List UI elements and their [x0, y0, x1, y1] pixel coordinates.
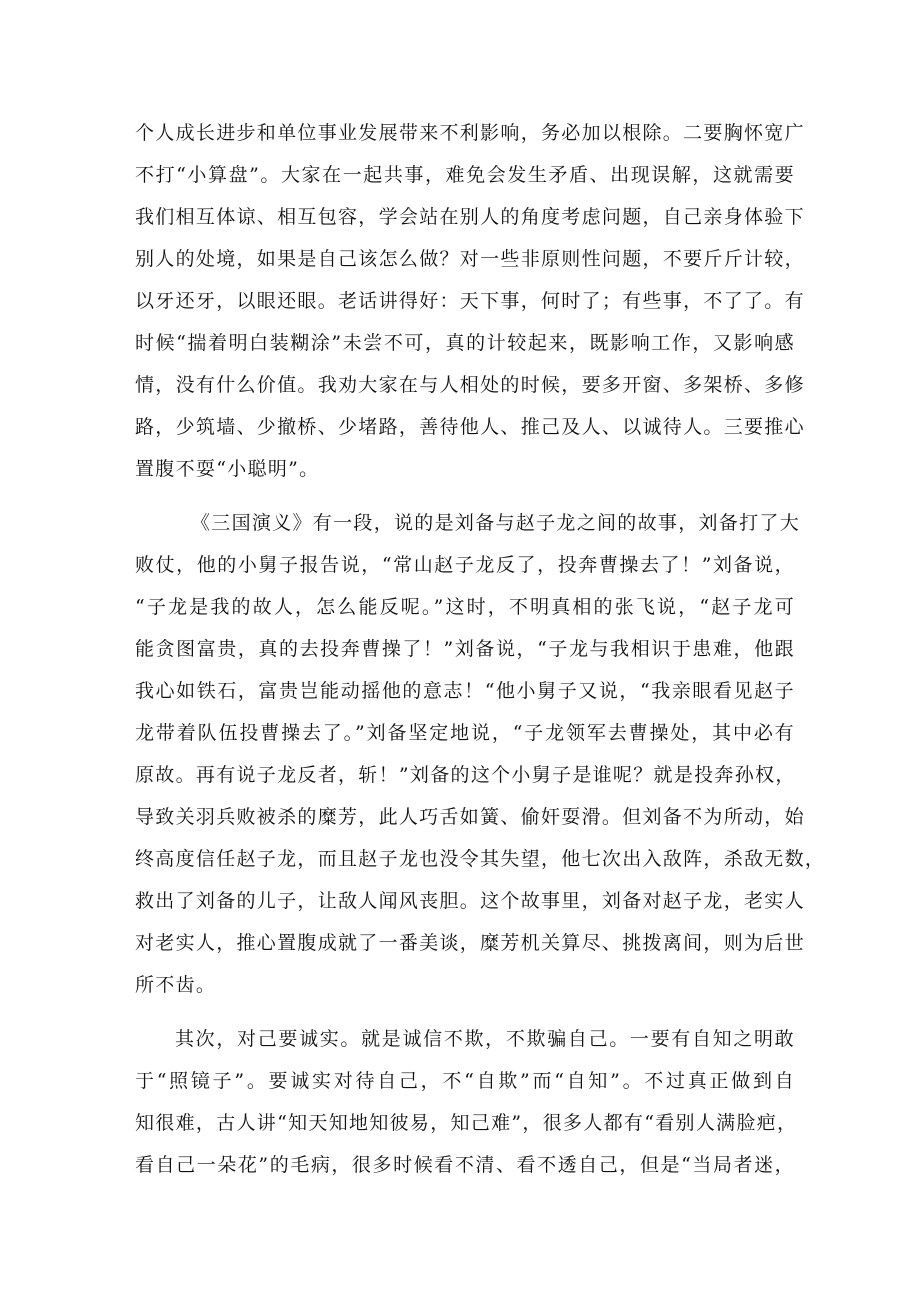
- paragraph-3: [135, 1018, 798, 1186]
- text-line: 置腹不耍“小聪明”。: [135, 458, 320, 480]
- text-line: 不打“小算盘”。大家在一起共事，难免会发生矛盾、出现误解，这就需要: [135, 164, 795, 186]
- text-line: 败仗，他的小舅子报告说，“常山赵子龙反了，投奔曹操去了！”刘备说，: [135, 554, 795, 576]
- text-line: 对老实人，推心置腹成就了一番美谈，糜芳机关算尽、挑拨离间，则为后世: [135, 932, 805, 954]
- paragraph-gap: [135, 1006, 795, 1018]
- text-line: 能贪图富贵，真的去投奔曹操了！”刘备说，“子龙与我相识于患难，他跟: [135, 638, 795, 660]
- text-line: 情，没有什么价值。我劝大家在与人相处的时候，要多开窗、多架桥、多修: [135, 374, 805, 396]
- text-line: 我们相互体谅、相互包容，学会站在别人的角度考虑问题，自己亲身体验下: [135, 206, 805, 228]
- text-line: 《三国演义》有一段，说的是刘备与赵子龙之间的故事，刘备打了大: [191, 512, 801, 534]
- text-line: 个人成长进步和单位事业发展带来不利影响，务必加以根除。二要胸怀宽广: [135, 122, 805, 144]
- text-line: 知很难，古人讲“知天知地知彼易，知己难”，很多人都有“看别人满脸疤，: [135, 1112, 798, 1134]
- text-line: 龙带着队伍投曹操去了。”刘备坚定地说，“子龙领军去曹操处，其中必有: [135, 722, 795, 744]
- paragraph-gap: [135, 490, 795, 502]
- text-line: 以牙还牙，以眼还眼。老话讲得好：天下事，何时了；有些事，不了了。有: [135, 290, 805, 312]
- text-line: 导致关羽兵败被杀的糜芳，此人巧舌如簧、偷奸耍滑。但刘备不为所动，始: [135, 806, 805, 828]
- paragraph-1: [135, 112, 805, 490]
- text-line: 原故。再有说子龙反者，斩！”刘备的这个小舅子是谁呢？就是投奔孙权，: [135, 764, 796, 786]
- text-line: 终高度信任赵子龙，而且赵子龙也没令其失望，他七次出入敌阵，杀敌无数，: [135, 848, 826, 870]
- text-line: 路，少筑墙、少撤桥、少堵路，善待他人、推己及人、以诚待人。三要推心: [135, 416, 805, 438]
- text-line: “子龙是我的故人，怎么能反呢。”这时，不明真相的张飞说，“赵子龙可: [135, 596, 795, 618]
- text-line: 救出了刘备的儿子，让敌人闻风丧胆。这个故事里，刘备对赵子龙，老实人: [135, 890, 805, 912]
- paragraph-2: [135, 502, 826, 1006]
- text-line: 时候“揣着明白装糊涂”未尝不可，真的计较起来，既影响工作，又影响感: [135, 332, 795, 354]
- text-line: 别人的处境，如果是自己该怎么做？对一些非原则性问题，不要斤斤计较，: [135, 248, 805, 270]
- text-line: 于“照镜子”。要诚实对待自己，不“自欺”而“自知”。不过真正做到自: [135, 1070, 795, 1092]
- text-line: 所不齿。: [135, 974, 217, 996]
- text-line: 看自己一朵花”的毛病，很多时候看不清、看不透自己，但是“当局者迷，: [135, 1154, 795, 1176]
- document-body: [135, 112, 826, 1186]
- text-line: 我心如铁石，富贵岂能动摇他的意志！“他小舅子又说，“我亲眼看见赵子: [135, 680, 795, 702]
- text-line: 其次，对己要诚实。就是诚信不欺，不欺骗自己。一要有自知之明敢: [175, 1028, 795, 1050]
